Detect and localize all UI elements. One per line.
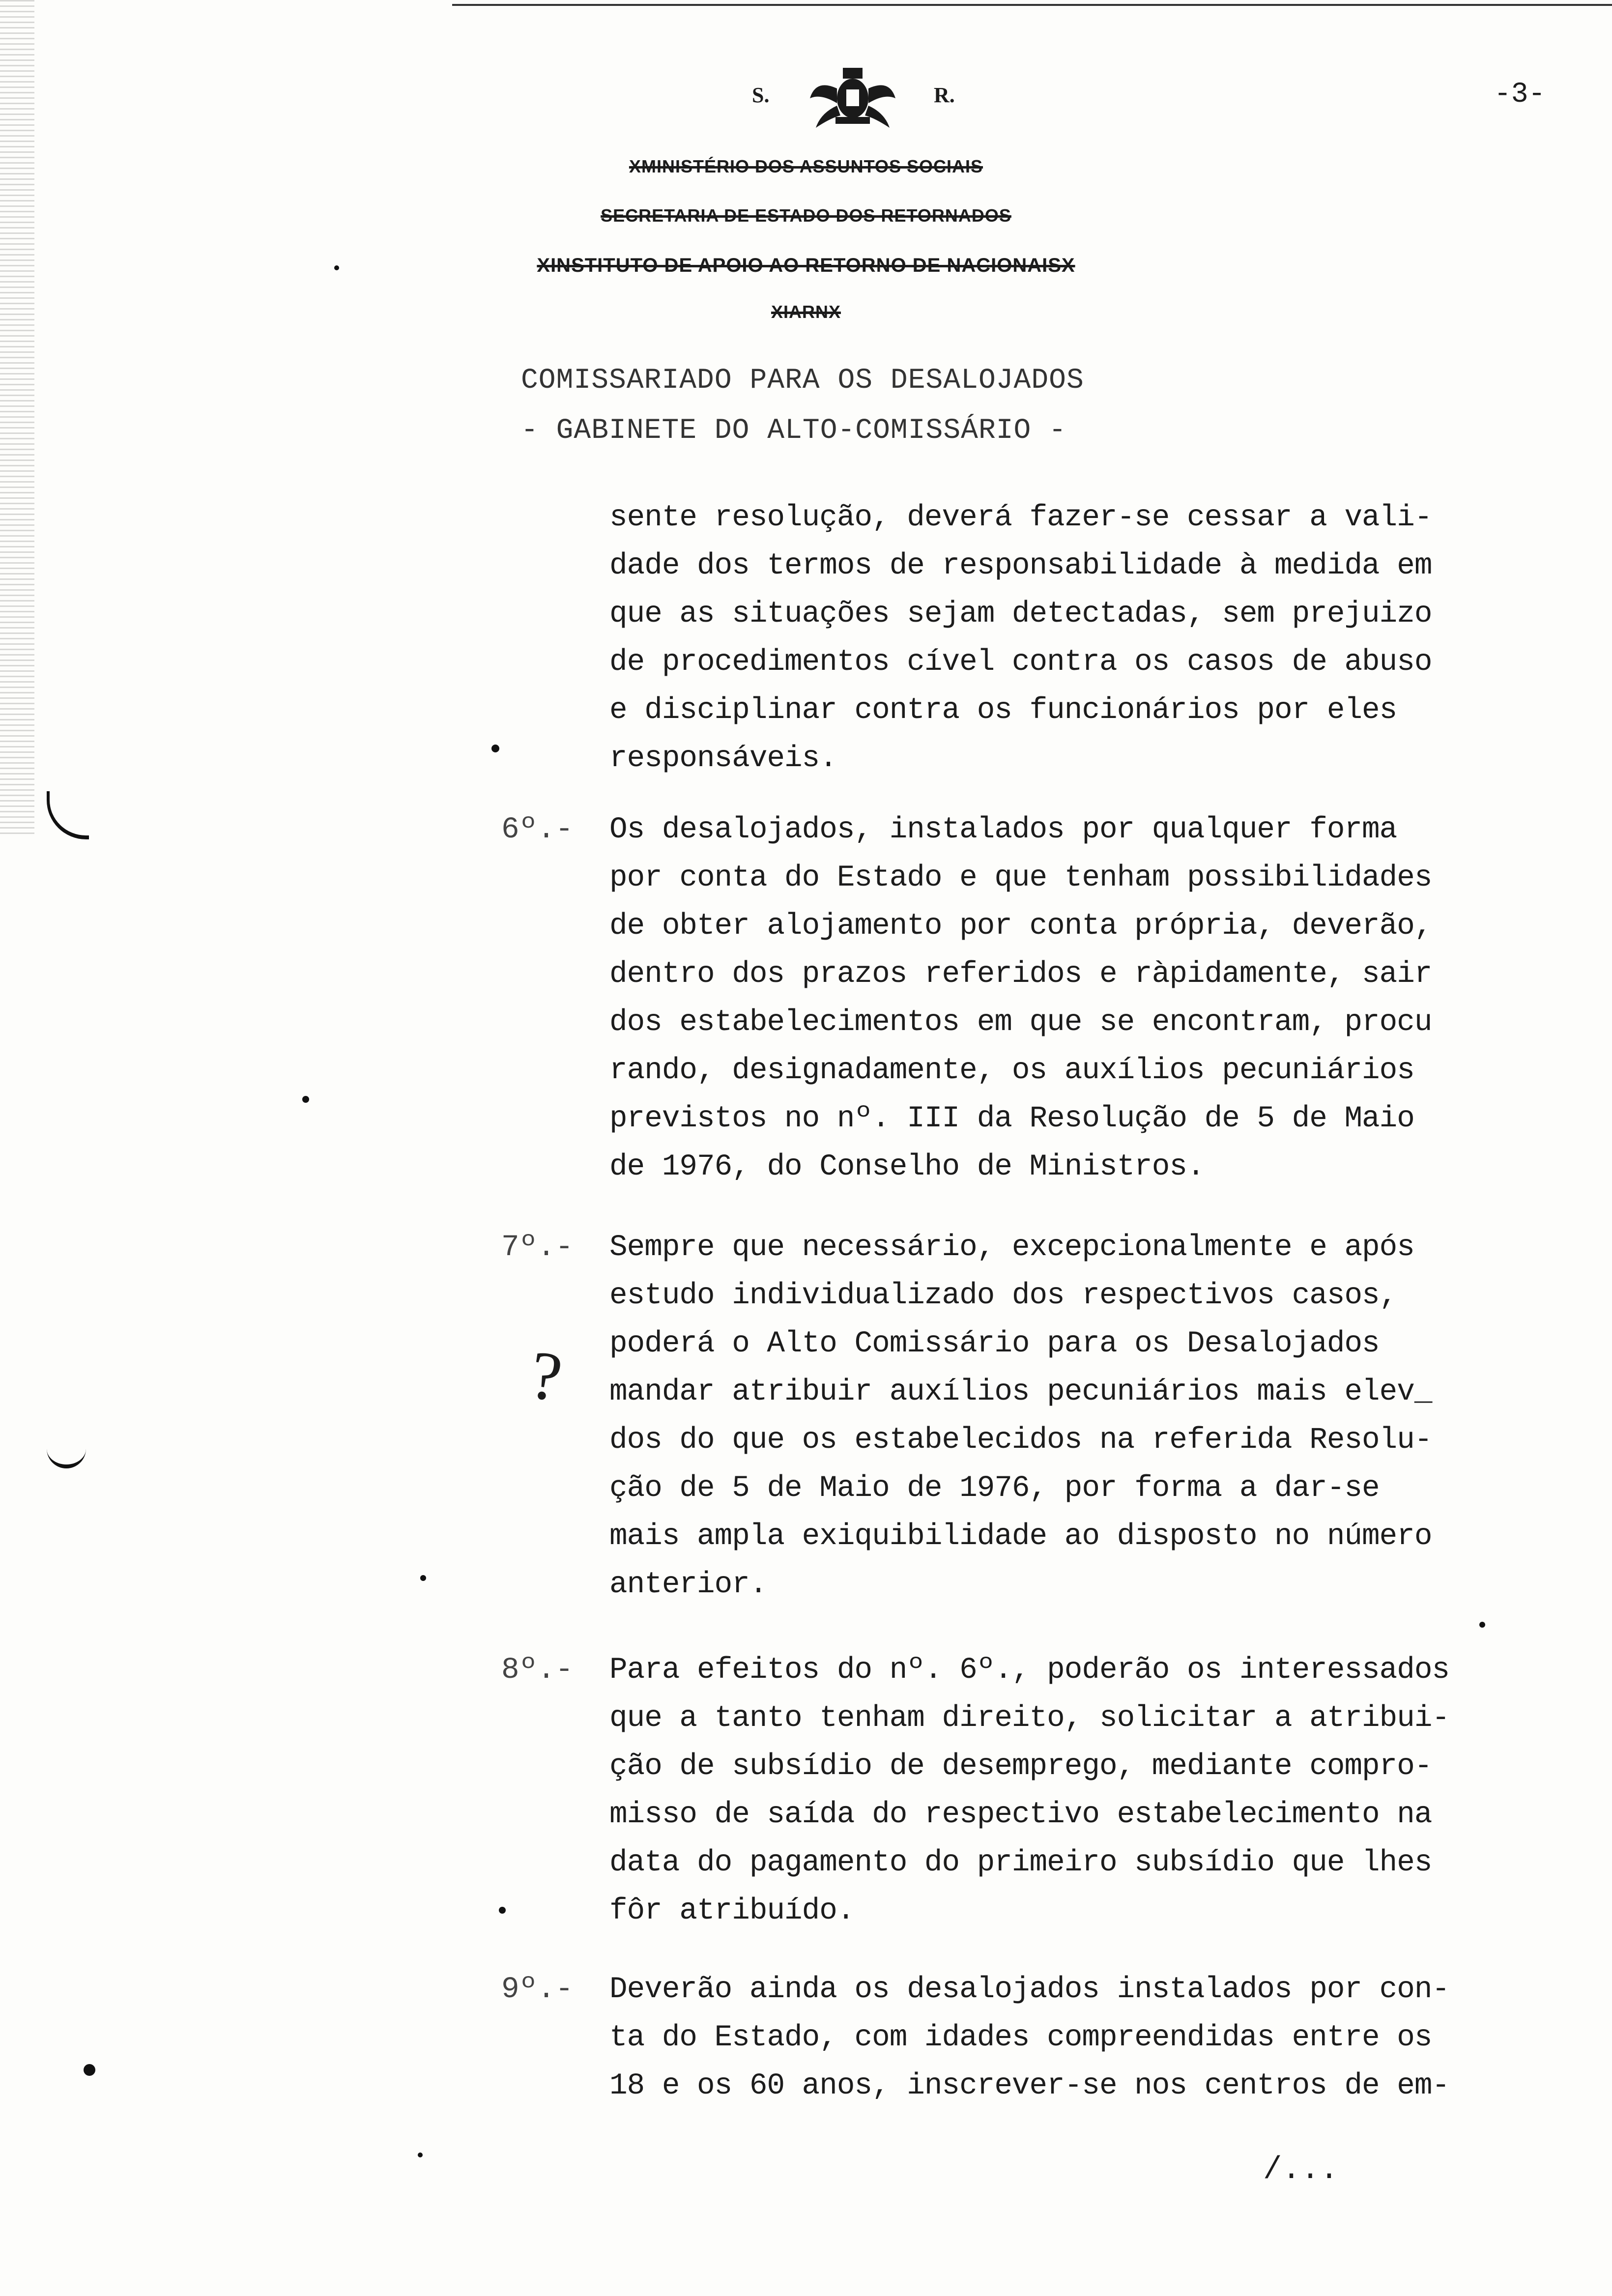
header-right-letter: R.: [934, 83, 955, 107]
paragraph-number-6: 6º.-: [501, 813, 574, 847]
handwritten-question-mark: ?: [525, 1336, 567, 1416]
text-line: misso de saída do respectivo estabelecimento na: [609, 1798, 1432, 1832]
struck-ministry-line: XMINISTÉRIO DOS ASSUNTOS SOCIAIS: [629, 156, 983, 176]
text-line: poderá o Alto Comissário para os Desalojados: [609, 1327, 1380, 1361]
scan-speck: [491, 745, 499, 752]
left-edge-scan-artifact: [0, 0, 34, 835]
text-line: e disciplinar contra os funcionários por eles: [609, 693, 1397, 727]
text-line: Deverão ainda os desalojados instalados por con-: [609, 1973, 1450, 2007]
text-line: anterior.: [609, 1568, 767, 1602]
paragraph-number-7: 7º.-: [501, 1231, 574, 1264]
continuation-marker: /...: [1263, 2152, 1339, 2188]
paragraph-9: [609, 1966, 1573, 2110]
scan-speck: [499, 1907, 506, 1914]
text-line: previstos no nº. III da Resolução de 5 de Maio: [609, 1102, 1414, 1136]
text-line: de 1976, do Conselho de Ministros.: [609, 1150, 1205, 1184]
text-line: 18 e os 60 anos, inscrever-se nos centros de em-: [609, 2069, 1450, 2103]
paragraph-8: [609, 1646, 1573, 1935]
text-line: Sempre que necessário, excepcionalmente e após: [609, 1231, 1414, 1264]
text-line: dos do que os estabelecidos na referida Resolu-: [609, 1423, 1432, 1457]
text-line: dade dos termos de responsabilidade à medida em: [609, 549, 1432, 583]
punch-hole-mark: [47, 791, 89, 839]
text-line: ção de 5 de Maio de 1976, por forma a dar-se: [609, 1471, 1380, 1505]
text-line: mais ampla exiquibilidade ao disposto no número: [609, 1520, 1432, 1553]
scan-speck: [84, 2064, 95, 2076]
text-line: que a tanto tenham direito, solicitar a atribui-: [609, 1701, 1450, 1735]
paragraph-number-8: 8º.-: [501, 1653, 574, 1687]
text-line: rando, designadamente, os auxílios pecuniários: [609, 1054, 1414, 1088]
scan-speck: [1479, 1622, 1485, 1628]
text-line: Para efeitos do nº. 6º., poderão os interessados: [609, 1653, 1450, 1687]
paragraph-number-9: 9º.-: [501, 1973, 574, 2007]
text-line: por conta do Estado e que tenham possibilidades: [609, 861, 1432, 895]
scan-speck: [420, 1575, 426, 1581]
text-line: fôr atribuído.: [609, 1894, 855, 1928]
struck-institute-line: XINSTITUTO DE APOIO AO RETORNO DE NACIONAISX: [537, 255, 1075, 276]
scan-speck: [334, 265, 339, 270]
struck-secretariat-line: SECRETARIA DE ESTADO DOS RETORNADOS: [601, 205, 1011, 226]
text-line: de obter alojamento por conta própria, deverão,: [609, 909, 1432, 943]
text-line: sente resolução, deverá fazer-se cessar a vali-: [609, 501, 1432, 535]
text-line: estudo individualizado dos respectivos casos,: [609, 1279, 1397, 1313]
punch-hole-mark: [47, 1435, 86, 1468]
department-title: COMISSARIADO PARA OS DESALOJADOS: [521, 365, 1084, 397]
text-line: que as situações sejam detectadas, sem prejuizo: [609, 597, 1432, 631]
struck-acronym-line: XIARNX: [771, 302, 841, 322]
paragraph-6: [609, 806, 1573, 1191]
page-number: -3-: [1494, 79, 1546, 111]
scan-speck: [418, 2152, 423, 2157]
text-line: ta do Estado, com idades compreendidas entre os: [609, 2021, 1432, 2055]
paragraph-7: [609, 1224, 1573, 1609]
text-line: responsáveis.: [609, 742, 837, 775]
office-title: - GABINETE DO ALTO-COMISSÁRIO -: [521, 415, 1066, 447]
text-line: data do pagamento do primeiro subsídio que lhes: [609, 1846, 1432, 1880]
text-line: mandar atribuir auxílios pecuniários mais elev_: [609, 1375, 1432, 1409]
top-rule: [452, 4, 1612, 6]
paragraph-continuation: [609, 494, 1573, 783]
scan-speck: [302, 1096, 309, 1103]
text-line: ção de subsídio de desemprego, mediante compro-: [609, 1750, 1432, 1783]
text-line: de procedimentos cível contra os casos de abuso: [609, 645, 1432, 679]
header-left-letter: S.: [752, 83, 770, 107]
text-line: dos estabelecimentos em que se encontram, procu: [609, 1005, 1432, 1039]
coat-of-arms-emblem-icon: [806, 59, 899, 133]
text-line: Os desalojados, instalados por qualquer forma: [609, 813, 1397, 847]
text-line: dentro dos prazos referidos e ràpidamente, sair: [609, 957, 1432, 991]
